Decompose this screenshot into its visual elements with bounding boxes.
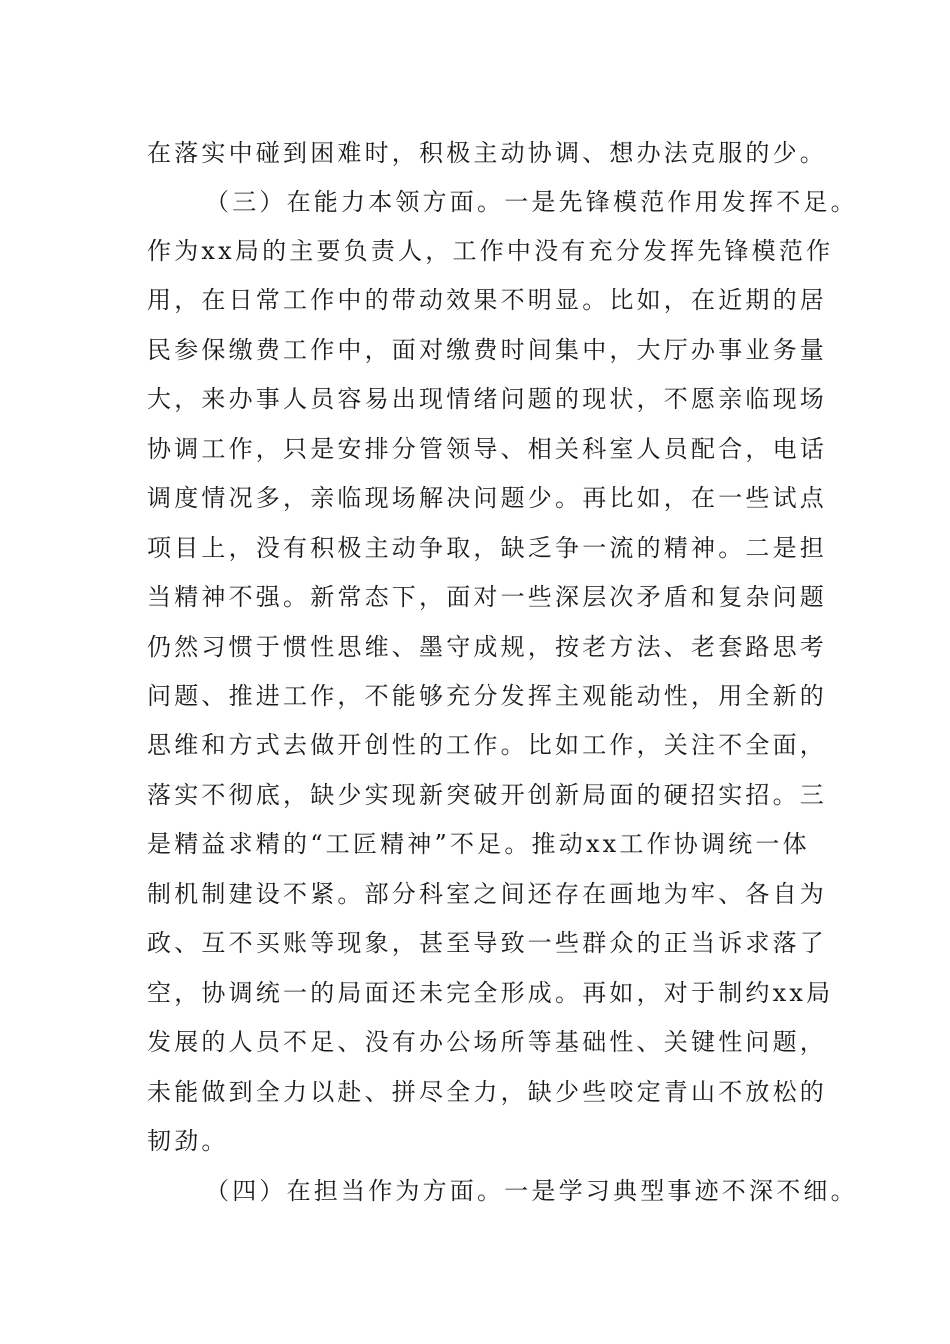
section-heading-line: （四）在担当作为方面。一是学习典型事迹不深不细。	[205, 1177, 858, 1205]
text-line: 思维和方式去做开创性的工作。比如工作，关注不全面，	[147, 731, 827, 759]
text-line: 仍然习惯于惯性思维、墨守成规，按老方法、老套路思考	[147, 633, 827, 661]
text-line: 是精益求精的“工匠精神”不足。推动xx工作协调统一体	[147, 830, 810, 858]
text-line: 韧劲。	[147, 1127, 229, 1155]
text-line: 落实不彻底，缺少实现新突破开创新局面的硬招实招。三	[147, 781, 827, 809]
text-line: 发展的人员不足、没有办公场所等基础性、关键性问题，	[147, 1028, 827, 1056]
text-line: 在落实中碰到困难时，积极主动协调、想办法克服的少。	[147, 139, 827, 167]
text-line: 空，协调统一的局面还未完全形成。再如，对于制约xx局	[147, 979, 834, 1007]
text-line: 制机制建设不紧。部分科室之间还存在画地为牢、各自为	[147, 880, 827, 908]
text-line: 民参保缴费工作中，面对缴费时间集中，大厅办事业务量	[147, 336, 827, 364]
text-line: 政、互不买账等现象，甚至导致一些群众的正当诉求落了	[147, 929, 827, 957]
text-line: 项目上，没有积极主动争取，缺乏争一流的精神。二是担	[147, 534, 827, 562]
text-line: 协调工作，只是安排分管领导、相关科室人员配合，电话	[147, 435, 827, 463]
text-line: 调度情况多，亲临现场解决问题少。再比如，在一些试点	[147, 484, 827, 512]
text-line: 问题、推进工作，不能够充分发挥主观能动性，用全新的	[147, 682, 827, 710]
text-line: 作为xx局的主要负责人，工作中没有充分发挥先锋模范作	[147, 237, 834, 265]
text-line: 未能做到全力以赴、拼尽全力，缺少些咬定青山不放松的	[147, 1078, 827, 1106]
text-line: 大，来办事人员容易出现情绪问题的现状，不愿亲临现场	[147, 385, 827, 413]
text-line: 用，在日常工作中的带动效果不明显。比如，在近期的居	[147, 286, 827, 314]
text-line: 当精神不强。新常态下，面对一些深层次矛盾和复杂问题	[147, 583, 827, 611]
section-heading-line: （三）在能力本领方面。一是先锋模范作用发挥不足。	[205, 188, 858, 216]
